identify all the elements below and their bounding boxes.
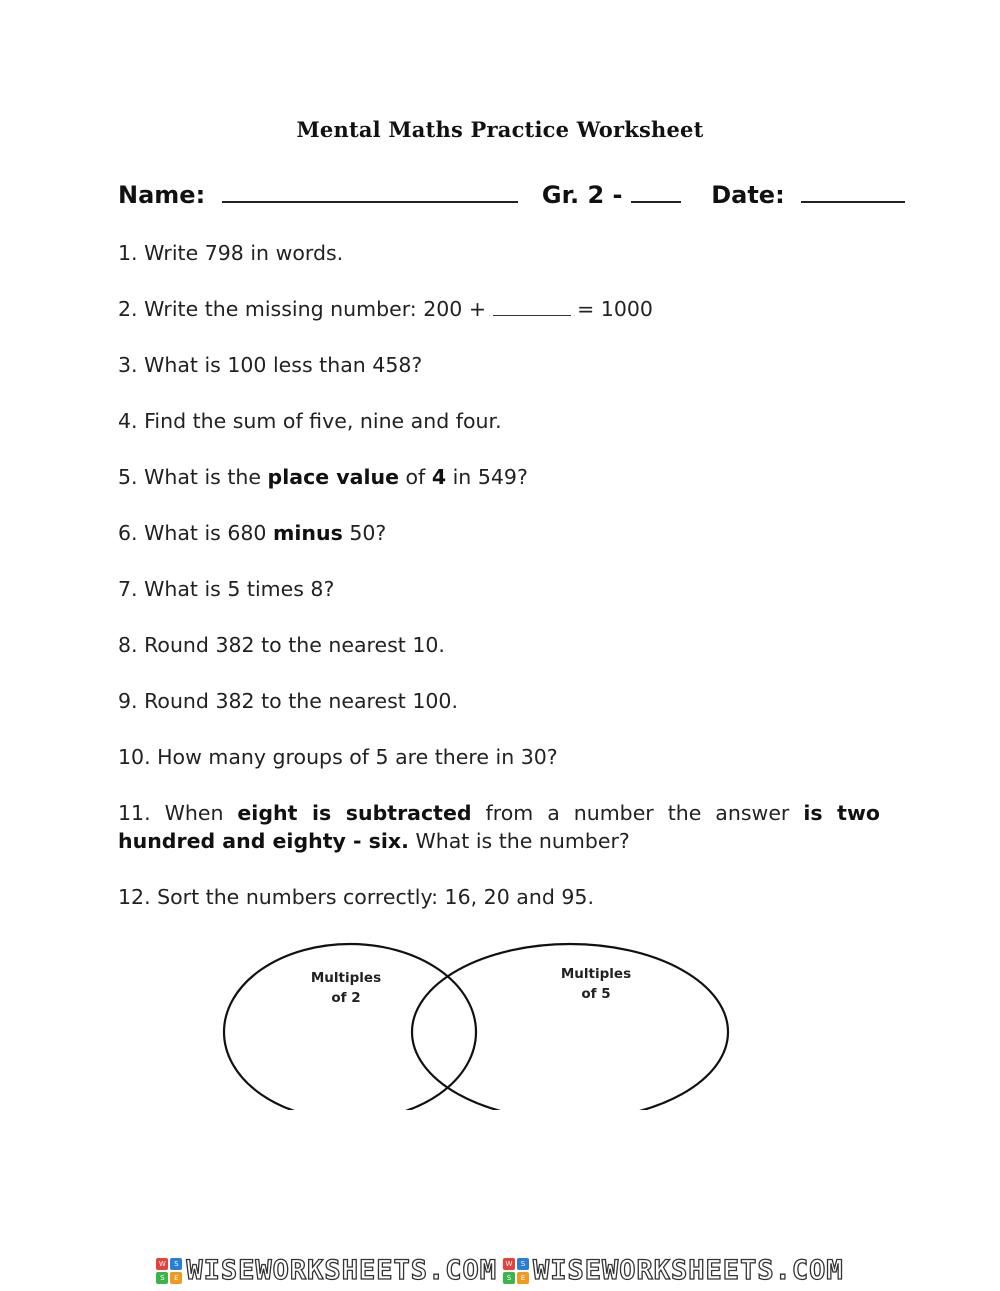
question-7: 7. What is 5 times 8? bbox=[118, 577, 335, 601]
question-3: 3. What is 100 less than 458? bbox=[118, 353, 423, 377]
venn-circle-multiples-of-2[interactable] bbox=[224, 944, 476, 1110]
name-field[interactable] bbox=[222, 179, 518, 203]
question-11-text-e: What is the number? bbox=[415, 829, 630, 853]
grade-class-field[interactable] bbox=[631, 179, 681, 203]
question-8: 8. Round 382 to the nearest 10. bbox=[118, 633, 445, 657]
question-2-result: = 1000 bbox=[577, 297, 653, 321]
logo-square-orange: E bbox=[170, 1272, 182, 1284]
name-label: Name: bbox=[118, 181, 206, 209]
question-2 bbox=[118, 295, 880, 323]
question-5-text-c: of bbox=[405, 465, 426, 489]
question-2-text: 2. Write the missing number: 200 + bbox=[118, 297, 487, 321]
question-5 bbox=[118, 463, 880, 491]
footer-logo-1 bbox=[156, 1255, 497, 1286]
logo-square-green: S bbox=[156, 1272, 168, 1284]
venn-left-label-line2: of 2 bbox=[331, 990, 361, 1006]
question-11-text-c: from a number the answer bbox=[485, 801, 790, 825]
question-5-text-e: in 549? bbox=[452, 465, 528, 489]
venn-left-label-line1: Multiples bbox=[310, 970, 382, 986]
worksheet-title: Mental Maths Practice Worksheet bbox=[296, 117, 704, 142]
logo-square-blue: S bbox=[517, 1258, 529, 1270]
logo-square-blue: S bbox=[170, 1258, 182, 1270]
logo-mark-icon bbox=[156, 1258, 182, 1284]
footer-watermark bbox=[0, 1250, 1000, 1291]
question-5-keyword: place value bbox=[267, 465, 399, 489]
question-11-keyword-b: is two hundred and eighty - six. bbox=[118, 801, 880, 853]
question-6 bbox=[118, 519, 880, 547]
logo-square-red: W bbox=[503, 1258, 515, 1270]
student-info-header bbox=[118, 179, 878, 209]
question-5-digit: 4 bbox=[431, 465, 447, 489]
question-10: 10. How many groups of 5 are there in 30? bbox=[118, 745, 558, 769]
date-field[interactable] bbox=[801, 179, 905, 203]
question-11-text-a: 11. When bbox=[118, 801, 224, 825]
question-11-keyword-a: eight is subtracted bbox=[237, 801, 472, 825]
question-9: 9. Round 382 to the nearest 100. bbox=[118, 689, 458, 713]
logo-square-red: W bbox=[156, 1258, 168, 1270]
question-6-text-c: 50? bbox=[349, 521, 387, 545]
question-6-text-a: 6. What is 680 bbox=[118, 521, 267, 545]
question-6-keyword: minus bbox=[273, 521, 343, 545]
brand-text: WISEWORKSHEETS.COM bbox=[186, 1255, 497, 1286]
missing-number-blank[interactable] bbox=[493, 297, 571, 316]
date-label: Date: bbox=[711, 181, 785, 209]
grade-label: Gr. 2 - bbox=[541, 181, 623, 209]
question-11 bbox=[118, 799, 880, 855]
brand-text: WISEWORKSHEETS.COM bbox=[533, 1255, 844, 1286]
footer-logo-2 bbox=[503, 1255, 844, 1286]
question-1: 1. Write 798 in words. bbox=[118, 241, 344, 265]
venn-diagram bbox=[220, 940, 730, 1110]
venn-right-label-line1: Multiples bbox=[560, 966, 632, 982]
venn-right-label-line2: of 5 bbox=[581, 986, 611, 1002]
question-12: 12. Sort the numbers correctly: 16, 20 and 95. bbox=[118, 885, 594, 909]
logo-square-orange: E bbox=[517, 1272, 529, 1284]
logo-mark-icon bbox=[503, 1258, 529, 1284]
logo-square-green: S bbox=[503, 1272, 515, 1284]
question-4: 4. Find the sum of five, nine and four. bbox=[118, 409, 502, 433]
question-5-text-a: 5. What is the bbox=[118, 465, 261, 489]
